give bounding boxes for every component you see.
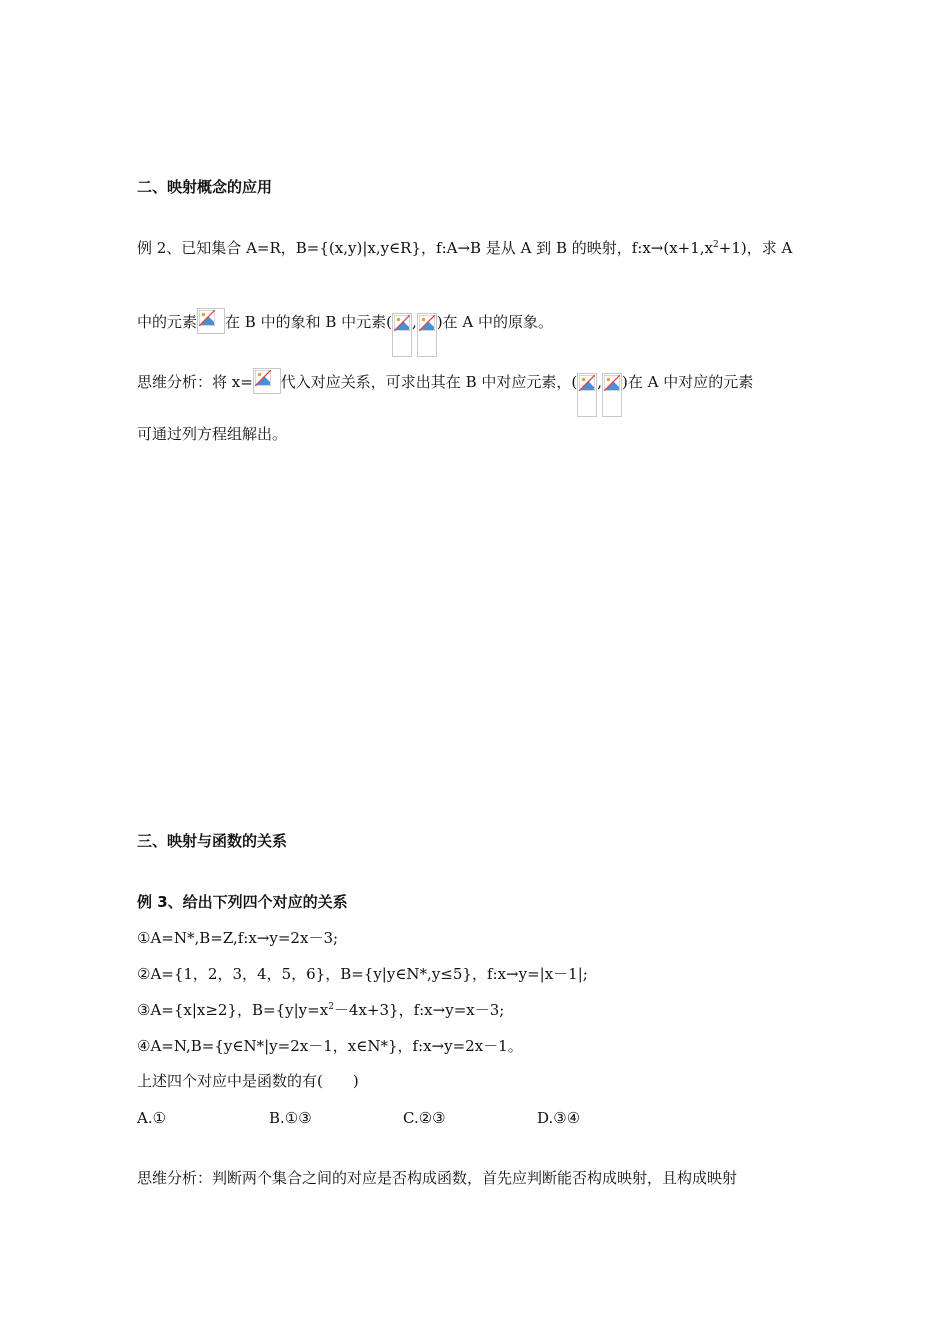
option-a: A.① xyxy=(137,1109,167,1127)
question: 上述四个对应中是函数的有( ) xyxy=(137,1072,359,1090)
analysis3: 思维分析：判断两个集合之间的对应是否构成函数，首先应判断能否构成映射，且构成映射 xyxy=(137,1169,738,1187)
section3-heading: 三、映射与函数的关系 xyxy=(137,832,288,850)
broken-image-icon xyxy=(197,308,225,334)
broken-image-icon xyxy=(392,313,412,357)
option-c: C.②③ xyxy=(403,1109,446,1127)
broken-image-icon xyxy=(253,368,281,394)
analysis2-line2: 可通过列方程组解出。 xyxy=(137,425,288,443)
analysis2-line1: 思维分析：将 x= 代入对应关系，可求出其在 B 中对应元素，( , )在 A 中对应的元素 xyxy=(137,368,753,417)
example2-line2: 中的元素 在 B 中的象和 B 中元素( , )在 A 中的原象。 xyxy=(137,308,553,357)
broken-image-icon xyxy=(577,373,597,417)
list-item: ③A={x|x≥2}，$B=\{y|y=x^2-4x+3\}$，f:x→y=x－3; xyxy=(137,1001,505,1019)
example2-line1: 例 2、已知集合 A=R，B={(x,y)|x,y∈R}，f:A→B 是从 A 到 B 的映射，$f:x\to(x+1,x^2+1)$，求 A xyxy=(137,239,793,257)
broken-image-icon xyxy=(602,373,622,417)
option-d: D.③④ xyxy=(537,1109,581,1127)
list-item: ②A={1，2，3，4，5，6}，B={y|y∈N*,y≤5}，f:x→y=|x－1|; xyxy=(137,965,588,983)
option-b: B.①③ xyxy=(269,1109,312,1127)
list-item: ①A=N*,B=Z,f:x→y=2x－3; xyxy=(137,929,339,947)
list-item: ④A=N,B={y∈N*|y=2x－1，x∈N*}，f:x→y=2x－1。 xyxy=(137,1037,523,1055)
broken-image-icon xyxy=(417,313,437,357)
example3-title: 例 3、给出下列四个对应的关系 xyxy=(137,893,348,911)
section2-heading: 二、映射概念的应用 xyxy=(137,178,273,196)
